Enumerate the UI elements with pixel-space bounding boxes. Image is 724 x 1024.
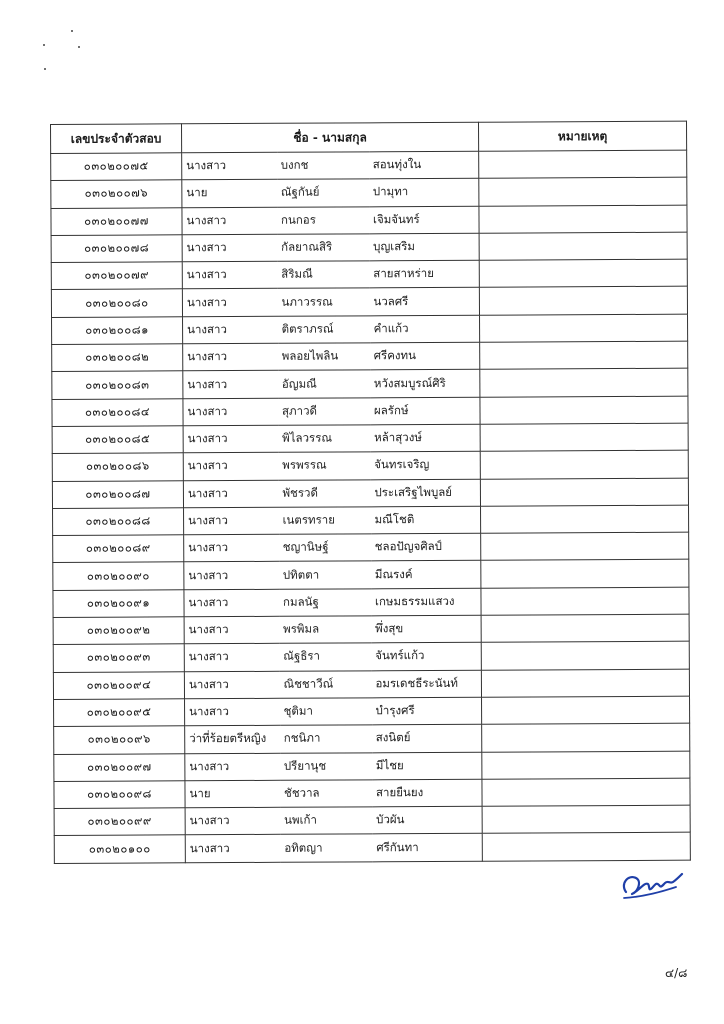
table-row: [54, 751, 690, 782]
cell-last-name: พึ่งสุข: [371, 615, 481, 643]
cell-last-name: ประเสริฐไพบูลย์: [370, 479, 480, 507]
cell-last-name: มีไชย: [372, 752, 482, 780]
cell-title: นางสาว: [184, 589, 279, 617]
cell-last-name: สายยืนยง: [372, 779, 482, 807]
cell-first-name: กมลนัฐ: [279, 589, 371, 617]
cell-id: ๐๓๐๒๐๐๘๒: [52, 344, 183, 372]
table-row: [52, 341, 688, 372]
cell-remark: [479, 232, 687, 260]
cell-last-name: ศรีคงทน: [370, 342, 480, 370]
cell-first-name: ติตราภรณ์: [278, 316, 370, 344]
cell-first-name: กัลยาณสิริ: [277, 234, 369, 262]
cell-title: นางสาว: [183, 480, 278, 508]
cell-first-name: ณิชชาวีณ์: [279, 670, 371, 698]
cell-last-name: จันทร์แก้ว: [371, 643, 481, 671]
cell-first-name: พิไลวรรณ: [278, 425, 370, 453]
table-row: [51, 287, 687, 318]
cell-remark: [481, 505, 689, 533]
signature: [618, 866, 688, 906]
cell-id: ๐๓๐๒๐๐๙๗: [54, 753, 185, 781]
cell-id: ๐๓๐๒๐๐๙๙: [54, 808, 185, 836]
table-row: [53, 587, 689, 618]
table-row: [53, 560, 689, 591]
table-row: [54, 723, 690, 754]
cell-remark: [480, 396, 688, 424]
cell-remark: [480, 423, 688, 451]
cell-remark: [480, 369, 688, 397]
cell-title: นางสาว: [182, 234, 277, 262]
table-row: [54, 805, 690, 836]
cell-title: นางสาว: [185, 753, 280, 781]
cell-last-name: สงนิตย์: [372, 724, 482, 752]
cell-title: นางสาว: [185, 698, 280, 726]
cell-title: นางสาว: [184, 671, 279, 699]
cell-title: นางสาว: [182, 207, 277, 235]
cell-remark: [479, 177, 687, 205]
cell-remark: [482, 805, 690, 833]
header-name: ชื่อ - นามสกุล: [182, 122, 479, 153]
table-row: [54, 833, 690, 864]
cell-last-name: ชลอปัญจศิลป์: [371, 533, 481, 561]
cell-first-name: นภาวรรณ: [277, 288, 369, 316]
cell-id: ๐๓๐๒๐๐๘๓: [52, 371, 183, 399]
cell-title: นางสาว: [184, 534, 279, 562]
cell-title: นางสาว: [182, 289, 277, 317]
cell-remark: [482, 723, 690, 751]
header-remark: หมายเหตุ: [479, 121, 687, 151]
cell-last-name: คำแก้ว: [370, 315, 480, 343]
cell-first-name: ชุติมา: [280, 698, 372, 726]
cell-title: นางสาว: [184, 644, 279, 672]
cell-id: ๐๓๐๒๐๐๙๘: [54, 781, 185, 809]
cell-first-name: บงกช: [277, 152, 369, 180]
cell-first-name: สิริมณี: [277, 261, 369, 289]
table-row: [51, 232, 687, 263]
cell-first-name: พลอยไพลิน: [278, 343, 370, 371]
table-row: [52, 314, 688, 345]
cell-remark: [481, 560, 689, 588]
cell-id: ๐๓๐๒๐๐๗๖: [51, 180, 182, 208]
cell-id: ๐๓๐๒๐๐๗๗: [51, 207, 182, 235]
cell-last-name: ผลรักษ์: [370, 397, 480, 425]
cell-first-name: นพเก้า: [280, 807, 372, 835]
cell-title: นางสาว: [184, 616, 279, 644]
cell-title: นางสาว: [182, 152, 277, 180]
table-row: [53, 532, 689, 563]
cell-remark: [479, 287, 687, 315]
cell-last-name: สอนทุ่งใน: [369, 151, 479, 179]
table-row: [51, 259, 687, 290]
cell-last-name: นวลศรี: [369, 288, 479, 316]
table-row: [52, 450, 688, 481]
cell-title: นางสาว: [183, 453, 278, 481]
cell-last-name: เกษมธรรมแสวง: [371, 588, 481, 616]
cell-remark: [481, 614, 689, 642]
cell-remark: [482, 751, 690, 779]
cell-title: นางสาว: [185, 835, 280, 863]
table-row: [52, 478, 688, 509]
cell-id: ๐๓๐๒๐๐๙๒: [53, 617, 184, 645]
cell-id: ๐๓๐๒๐๐๗๘: [51, 235, 182, 263]
cell-remark: [480, 314, 688, 342]
cell-remark: [482, 696, 690, 724]
cell-title: นางสาว: [183, 398, 278, 426]
table-row: [51, 150, 687, 181]
cell-remark: [479, 205, 687, 233]
cell-title: นางสาว: [185, 807, 280, 835]
cell-first-name: ชญานิษฐ์: [279, 534, 371, 562]
cell-id: ๐๓๐๒๐๐๘๙: [53, 535, 184, 563]
cell-id: ๐๓๐๒๐๐๘๑: [52, 317, 183, 345]
cell-remark: [480, 450, 688, 478]
cell-title: นาย: [185, 780, 280, 808]
cell-first-name: อทิตญา: [280, 834, 372, 862]
cell-remark: [481, 669, 689, 697]
cell-first-name: พรพรรณ: [278, 452, 370, 480]
cell-first-name: ชัชวาล: [280, 780, 372, 808]
table-row: [54, 696, 690, 727]
cell-first-name: พัชรวดี: [278, 479, 370, 507]
table-row: [51, 205, 687, 236]
cell-id: ๐๓๐๒๐๐๙๖: [54, 726, 185, 754]
cell-title: นางสาว: [184, 562, 279, 590]
cell-last-name: ปามุทา: [369, 179, 479, 207]
cell-title: นางสาว: [183, 371, 278, 399]
page-number: ๔/๘: [665, 966, 688, 980]
cell-last-name: สายสาหร่าย: [369, 260, 479, 288]
cell-last-name: หล้าสุวงษ์: [370, 424, 480, 452]
cell-last-name: อมรเดชธีระนันท์: [371, 670, 481, 698]
cell-last-name: บัวผัน: [372, 806, 482, 834]
table-row: [52, 369, 688, 400]
cell-first-name: ปรียานุช: [280, 752, 372, 780]
table-row: [54, 778, 690, 809]
cell-remark: [479, 259, 687, 287]
cell-first-name: อัญมณี: [278, 370, 370, 398]
cell-id: ๐๓๐๒๐๐๙๐: [53, 562, 184, 590]
cell-id: ๐๓๐๒๐๐๘๕: [52, 426, 183, 454]
cell-first-name: สุภาวดี: [278, 398, 370, 426]
table-row: [52, 423, 688, 454]
cell-title: นางสาว: [184, 507, 279, 535]
cell-id: ๐๓๐๒๐๐๘๔: [52, 398, 183, 426]
table-row: [51, 177, 687, 208]
cell-id: ๐๓๐๒๐๐๗๙: [51, 262, 182, 290]
header-id: เลขประจำตัวสอบ: [51, 124, 182, 154]
cell-remark: [480, 478, 688, 506]
cell-last-name: มณีโชติ: [371, 506, 481, 534]
cell-remark: [481, 587, 689, 615]
cell-title: นางสาว: [183, 316, 278, 344]
cell-last-name: จันทรเจริญ: [370, 452, 480, 480]
cell-remark: [482, 778, 690, 806]
cell-id: ๐๓๐๒๐๐๙๑: [53, 590, 184, 618]
cell-title: นางสาว: [182, 261, 277, 289]
cell-first-name: เนตรทราย: [279, 507, 371, 535]
cell-id: ๐๓๐๒๐๐๙๕: [54, 699, 185, 727]
cell-remark: [479, 150, 687, 178]
cell-id: ๐๓๐๒๐๐๘๘: [53, 508, 184, 536]
cell-last-name: ศรีกันทา: [372, 834, 482, 862]
table-header-row: [51, 121, 687, 153]
cell-last-name: มีณรงค์: [371, 561, 481, 589]
cell-id: ๐๓๐๒๐๐๘๗: [52, 480, 183, 508]
cell-first-name: กชนิภา: [280, 725, 372, 753]
cell-id: ๐๓๐๒๐๐๘๖: [52, 453, 183, 481]
scan-specks: [38, 30, 98, 90]
cell-id: ๐๓๐๒๐๐๙๔: [53, 671, 184, 699]
cell-id: ๐๓๐๒๐๐๙๓: [53, 644, 184, 672]
cell-first-name: กนกอร: [277, 206, 369, 234]
table-row: [53, 669, 689, 700]
table-row: [53, 642, 689, 673]
cell-last-name: หวังสมบูรณ์ศิริ: [370, 370, 480, 398]
cell-remark: [480, 341, 688, 369]
cell-id: ๐๓๐๒๐๐๘๐: [51, 289, 182, 317]
cell-title: นางสาว: [183, 343, 278, 371]
cell-title: นาย: [182, 180, 277, 208]
cell-first-name: ปทิตตา: [279, 561, 371, 589]
cell-id: ๐๓๐๒๐๑๐๐: [54, 835, 185, 863]
cell-last-name: เจิมจันทร์: [369, 206, 479, 234]
cell-title: ว่าที่ร้อยตรีหญิง: [185, 726, 280, 754]
cell-remark: [481, 642, 689, 670]
cell-last-name: บุญเสริม: [369, 233, 479, 261]
cell-first-name: ณัฐกันย์: [277, 179, 369, 207]
table-row: [52, 396, 688, 427]
table-row: [53, 614, 689, 645]
cell-last-name: บำรุงศรี: [372, 697, 482, 725]
cell-id: ๐๓๐๒๐๐๗๕: [51, 153, 182, 181]
cell-remark: [482, 833, 690, 861]
cell-first-name: ณัฐธิรา: [279, 643, 371, 671]
table-row: [53, 505, 689, 536]
cell-first-name: พรพิมล: [279, 616, 371, 644]
cell-title: นางสาว: [183, 425, 278, 453]
cell-remark: [481, 532, 689, 560]
candidate-table: [50, 121, 691, 864]
